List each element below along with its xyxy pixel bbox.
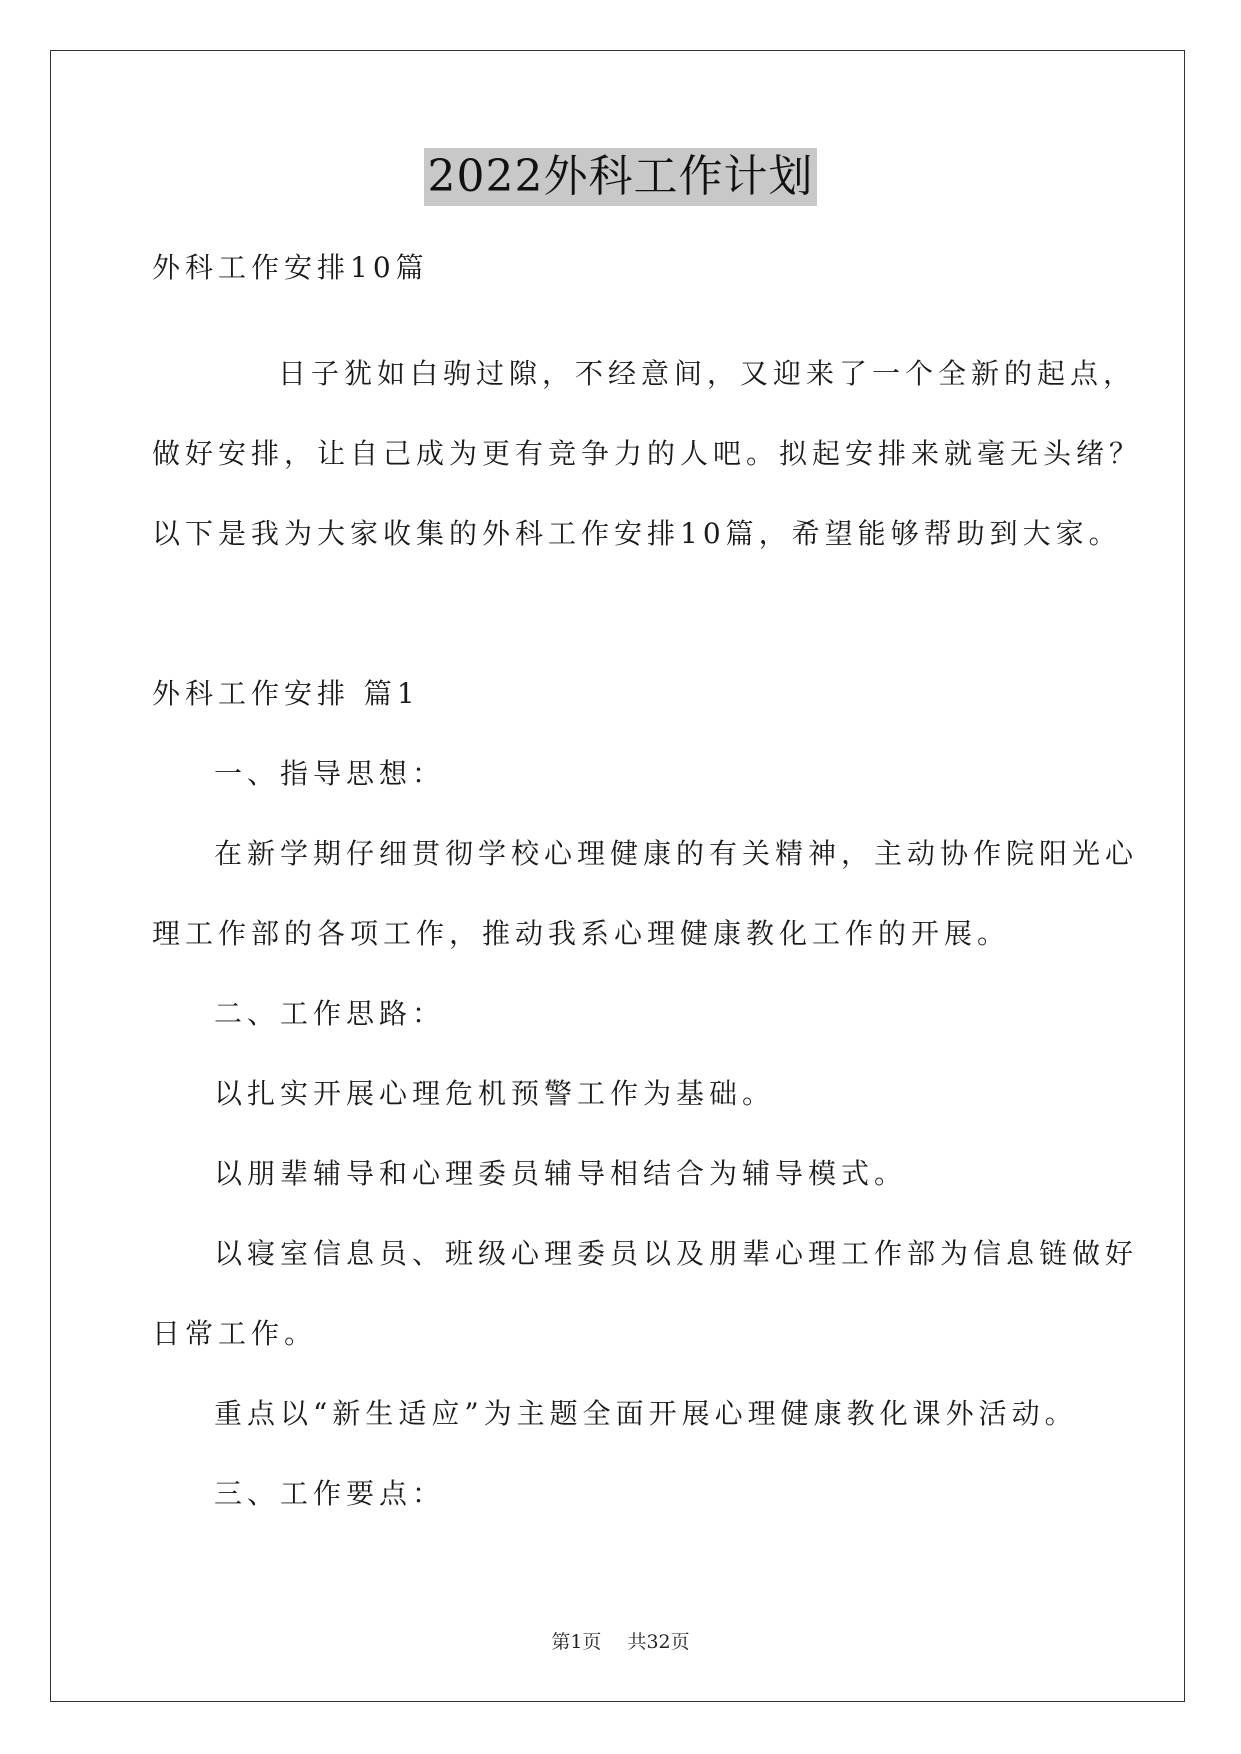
paragraph-4-line-2: 日常工作。 xyxy=(152,1317,318,1350)
heading-guiding-thought: 一、指导思想： xyxy=(214,757,446,790)
intro-line-3: 以下是我为大家收集的外科工作安排10篇，希望能够帮助到大家。 xyxy=(152,517,1122,550)
intro-line-1: 日子犹如白驹过隙，不经意间，又迎来了一个全新的起点， xyxy=(278,357,1137,390)
heading-work-approach: 二、工作思路： xyxy=(214,997,446,1030)
intro-line-2: 做好安排，让自己成为更有竞争力的人吧。拟起安排来就毫无头绪？ xyxy=(152,437,1143,470)
page-total: 共32页 xyxy=(627,1631,690,1653)
paragraph-1-line-1: 在新学期仔细贯彻学校心理健康的有关精神，主动协作院阳光心 xyxy=(214,837,1139,870)
paragraph-3: 以朋辈辅导和心理委员辅导相结合为辅导模式。 xyxy=(214,1157,908,1190)
page-footer xyxy=(0,1627,1241,1654)
title-container xyxy=(0,148,1241,206)
heading-work-points: 三、工作要点： xyxy=(214,1477,446,1510)
paragraph-2: 以扎实开展心理危机预警工作为基础。 xyxy=(214,1077,776,1110)
paragraph-1-line-2: 理工作部的各项工作，推动我系心理健康教化工作的开展。 xyxy=(152,917,1011,950)
paragraph-5: 重点以“新生适应”为主题全面开展心理健康教化课外活动。 xyxy=(214,1397,1078,1430)
subtitle: 外科工作安排10篇 xyxy=(152,251,429,284)
page-number: 第1页 xyxy=(551,1631,602,1653)
section-heading: 外科工作安排 篇1 xyxy=(152,677,420,710)
paragraph-4-line-1: 以寝室信息员、班级心理委员以及朋辈心理工作部为信息链做好 xyxy=(214,1237,1139,1270)
page-border xyxy=(50,50,1185,1702)
document-title: 2022外科工作计划 xyxy=(424,148,818,206)
